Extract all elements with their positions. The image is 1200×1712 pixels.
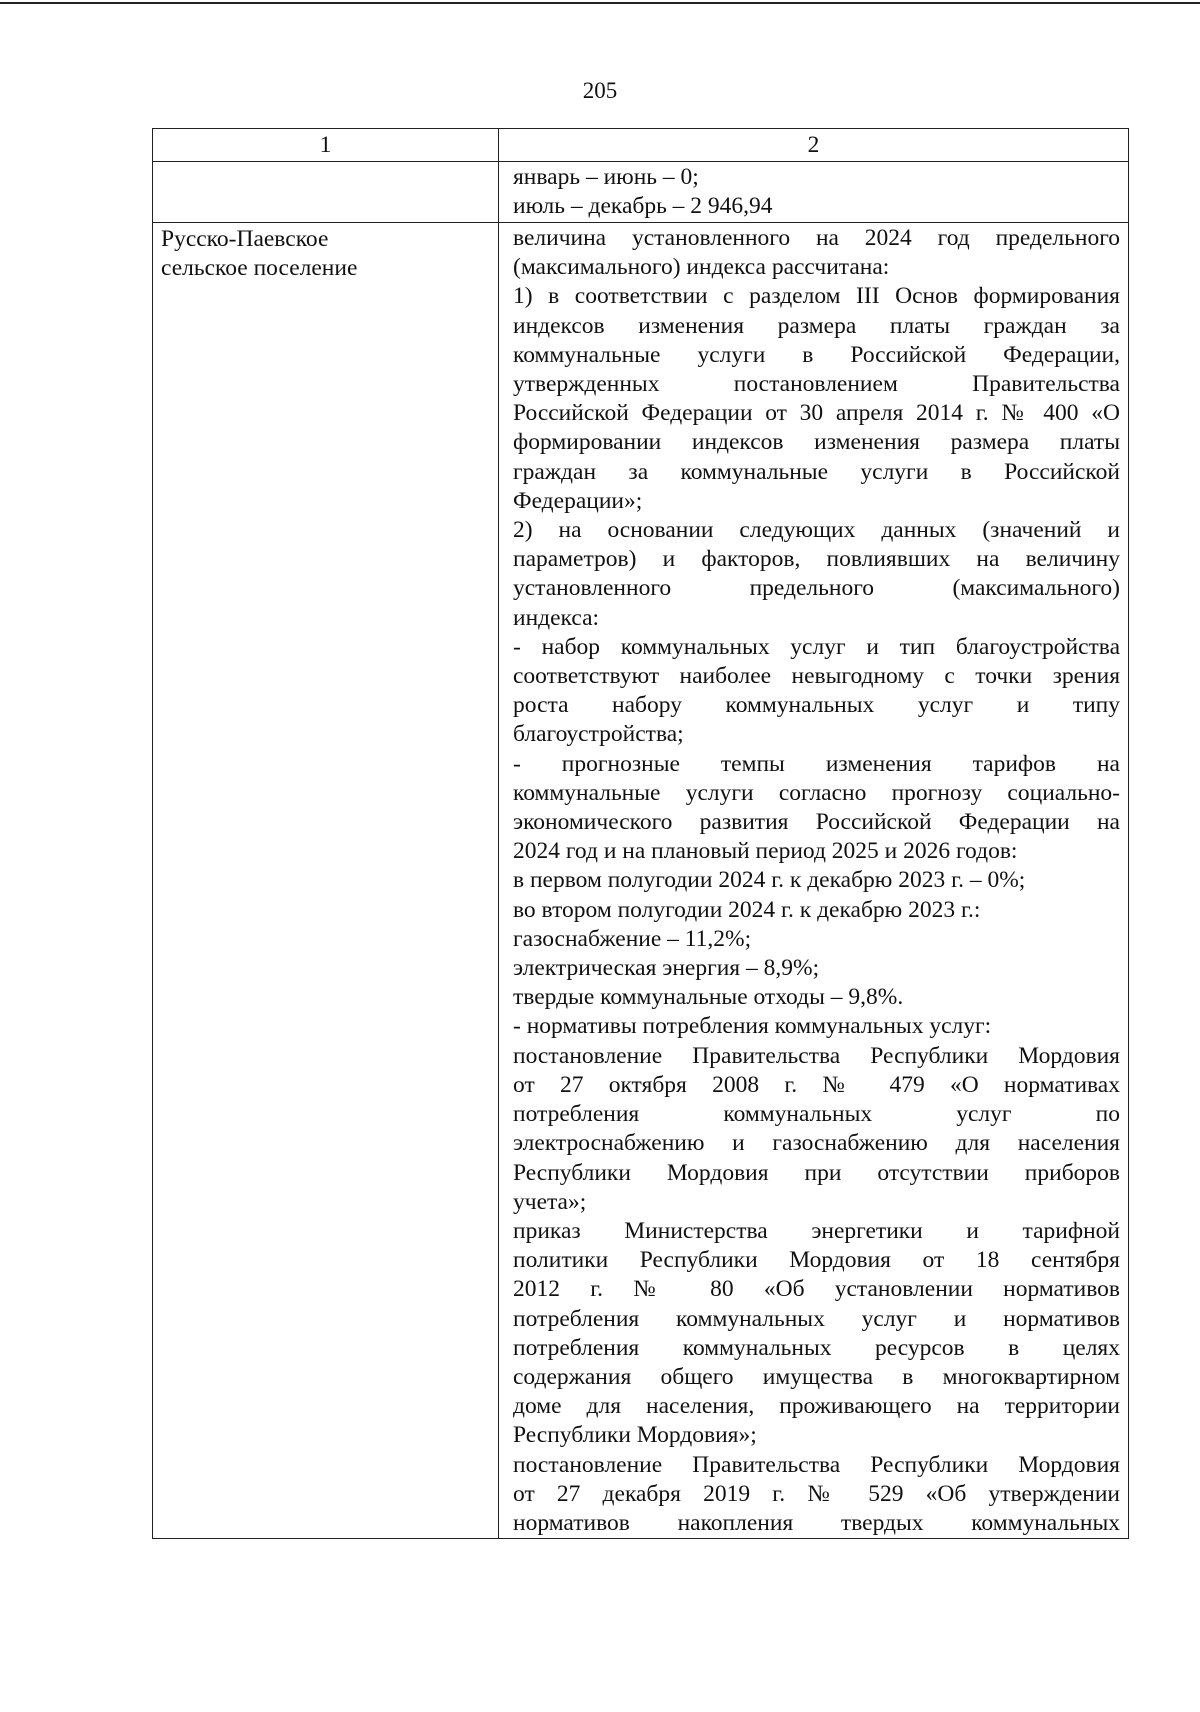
table-row-continuation (153, 162, 1129, 223)
description-line: во втором полугодии 2024 г. к декабрю 2023 г.: (513, 896, 981, 923)
description-line: Республики Мордовия при отсутствии приборов (513, 1159, 1120, 1186)
description-line: благоустройства; (513, 721, 684, 748)
description-line: коммунальные услуги согласно прогнозу социально- (513, 779, 1120, 806)
page-number: 205 (582, 78, 618, 103)
description-line: потребления коммунальных услуг и нормативов (513, 1305, 1120, 1332)
settlement-name-line: Русско-Паевское (161, 226, 329, 252)
description-line: параметров) и факторов, повлиявших на величину (513, 546, 1120, 573)
description-line: - прогнозные темпы изменения тарифов на (513, 750, 1120, 777)
description-line: постановление Правительства Республики Мордовия (513, 1451, 1120, 1478)
continuation-line: январь – июнь – 0; (513, 164, 699, 190)
description-line: потребления коммунальных ресурсов в целях (513, 1334, 1120, 1361)
description-line: 2) на основании следующих данных (значений и (513, 517, 1120, 544)
description-line: соответствуют наиболее невыгодному с точки зрения (513, 663, 1120, 690)
table-row-settlement (153, 223, 1129, 1539)
description-line: (максимального) индекса рассчитана: (513, 254, 890, 281)
description-line: 2024 год и на плановый период 2025 и 2026 годов: (513, 838, 1018, 865)
table-header-row (153, 129, 1129, 162)
description-line: роста набору коммунальных услуг и типу (513, 692, 1120, 719)
description-line: индекса: (513, 604, 600, 631)
description-line: приказ Министерства энергетики и тарифной (513, 1217, 1120, 1244)
description-line: твердые коммунальные отходы – 9,8%. (513, 984, 904, 1011)
description-line: Республики Мордовия»; (513, 1422, 757, 1449)
description-line: постановление Правительства Республики Мордовия (513, 1042, 1120, 1069)
settlement-name-cell (153, 223, 499, 1539)
data-table (152, 128, 1129, 1539)
description-line: величина установленного на 2024 год предельного (513, 225, 1120, 251)
description-line: индексов изменения размера платы граждан за (513, 312, 1120, 339)
description-line: политики Республики Мордовия от 18 сентября (513, 1247, 1120, 1274)
description-line: установленного предельного (максимального) (513, 575, 1120, 602)
continuation-left-cell (153, 162, 499, 223)
description-line: потребления коммунальных услуг по (513, 1101, 1120, 1128)
description-line: Российской Федерации от 30 апреля 2014 г. № 400 «О (513, 400, 1120, 427)
header-cell-1: 1 (153, 129, 499, 162)
description-line: Федерации»; (513, 487, 643, 514)
continuation-line: июль – декабрь – 2 946,94 (513, 193, 773, 220)
description-line: доме для населения, проживающего на территории (513, 1393, 1120, 1420)
description-line: учета»; (513, 1188, 587, 1215)
description-line: электрическая энергия – 8,9%; (513, 955, 820, 982)
description-line: граждан за коммунальные услуги в Российской (513, 458, 1120, 485)
description-line: содержания общего имущества в многоквартирном (513, 1363, 1120, 1390)
scan-top-border (0, 2, 1200, 4)
settlement-description-cell (499, 223, 1129, 1539)
description-line: 2012 г. № 80 «Об установлении нормативов (513, 1276, 1120, 1303)
description-line: в первом полугодии 2024 г. к декабрю 2023 г. – 0%; (513, 867, 1026, 894)
description-line: формировании индексов изменения размера платы (513, 429, 1120, 456)
description-line: коммунальные услуги в Российской Федерации, (513, 341, 1120, 368)
continuation-right-cell (499, 162, 1129, 223)
description-line: - нормативы потребления коммунальных услуг: (513, 1013, 992, 1040)
description-line: нормативов накопления твердых коммунальных (513, 1509, 1120, 1536)
description-line: от 27 декабря 2019 г. № 529 «Об утверждении (513, 1480, 1120, 1507)
description-line: утвержденных постановлением Правительства (513, 371, 1120, 398)
description-line: - набор коммунальных услуг и тип благоустройства (513, 633, 1120, 660)
description-line: 1) в соответствии с разделом III Основ формирования (513, 283, 1120, 310)
settlement-name-line: сельское поселение (161, 255, 358, 282)
description-line: от 27 октября 2008 г. № 479 «О нормативах (513, 1071, 1120, 1098)
description-line: электроснабжению и газоснабжению для населения (513, 1130, 1120, 1157)
header-cell-2: 2 (499, 129, 1129, 162)
description-line: газоснабжение – 11,2%; (513, 925, 752, 952)
description-line: экономического развития Российской Федерации на (513, 809, 1120, 836)
